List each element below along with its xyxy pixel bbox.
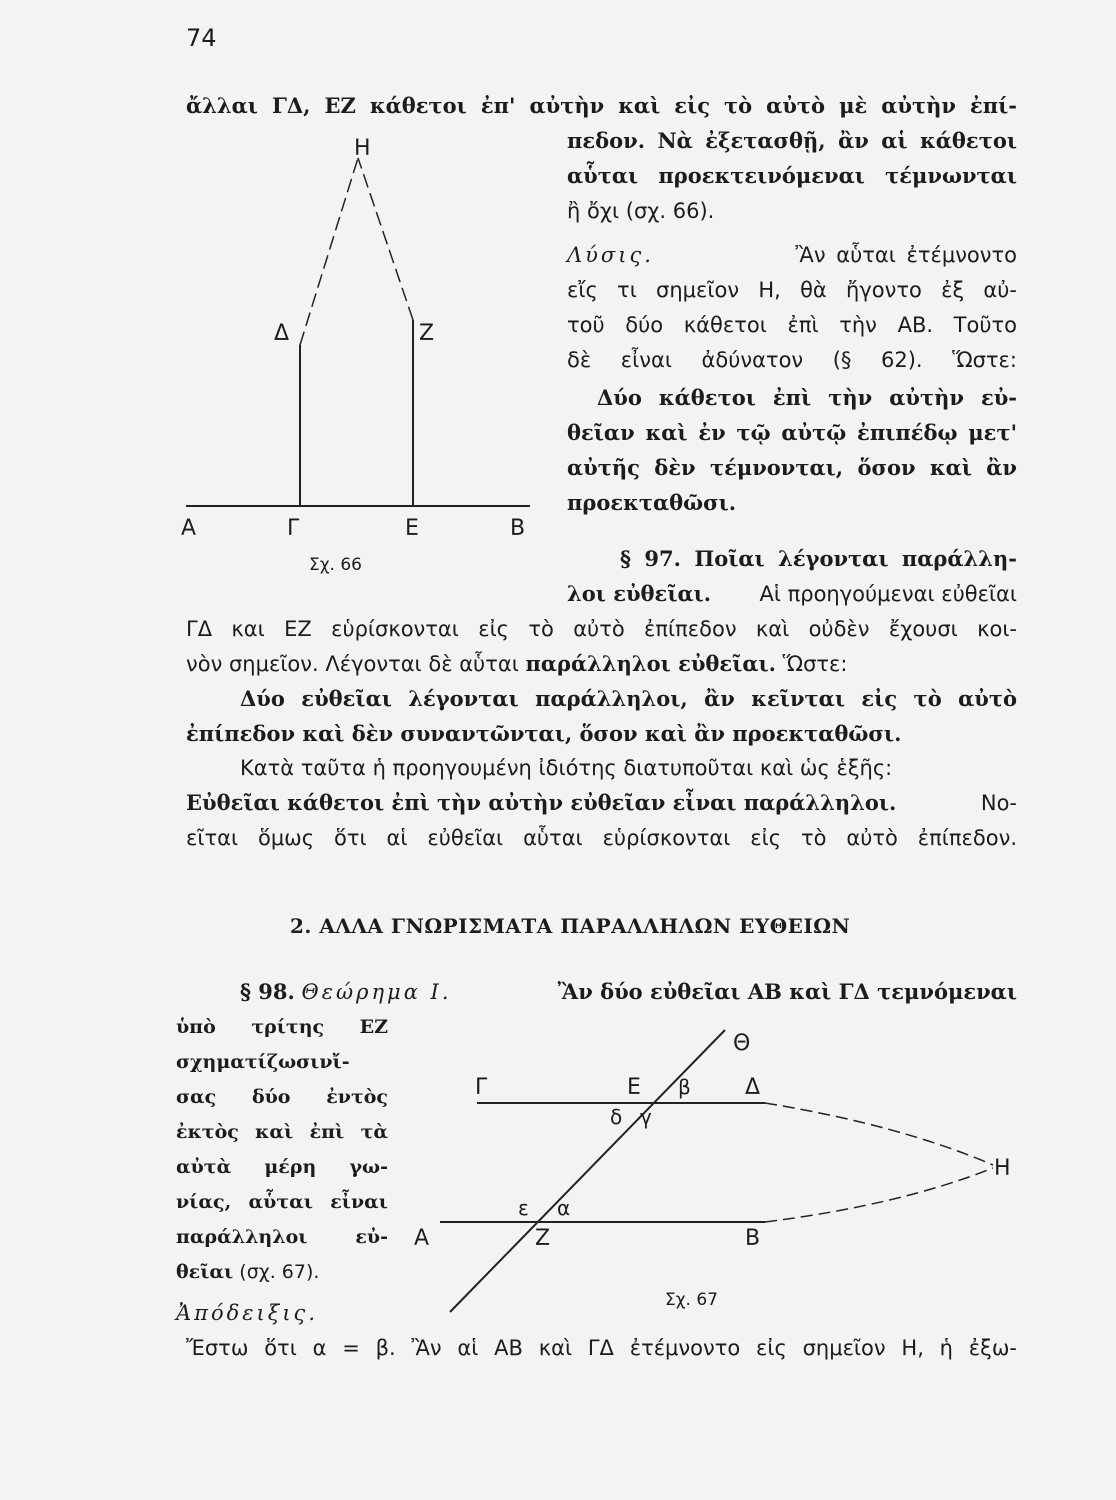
transversal — [450, 1030, 725, 1312]
rule-line: προεκταθῶσι. — [567, 490, 737, 515]
term-bold: παράλληλοι εὐθεῖαι. — [525, 651, 776, 676]
section-heading: 2. ΑΛΛΑ ΓΝΩΡΙΣΜΑΤΑ ΠΑΡΑΛΛΗΛΩΝ ΕΥΘΕΙΩΝ — [290, 914, 851, 938]
label-gamma: Γ — [475, 1075, 488, 1100]
theorem-text: Ἂν δύο εὐθεῖαι ΑΒ καὶ ΓΔ τεμνόμεναι — [557, 979, 1017, 1004]
text-line: τοῦ δύο κάθετοι ἐπὶ τὴν ΑΒ. Τοῦτο — [567, 313, 1017, 337]
label-alpha: Α — [181, 516, 197, 541]
label-delta: Δ — [274, 321, 290, 346]
rule-line: αὐτῆς δὲν τέμνονται, ὅσον καὶ ἂν — [567, 455, 1017, 480]
label-alpha-angle: α — [557, 1196, 571, 1220]
label-epsilon: Ε — [627, 1075, 641, 1100]
text-line: δὲ εἶναι ἀδύνατον (§ 62). Ὥστε: — [567, 348, 1017, 372]
section-98-number: § 98. — [240, 979, 295, 1004]
figure-ref: (σχ. 67). — [239, 1261, 320, 1283]
rule-line: Δύο κάθετοι ἐπὶ τὴν αὐτὴν εὐ- — [597, 385, 1017, 410]
dashed-dh — [765, 1103, 993, 1165]
text-line: Ἔστω ὅτι α = β. Ἂν αἱ ΑΒ καὶ ΓΔ ἐτέμνοντο εἰς σημεῖον Η, ἡ ἐξω- — [186, 1336, 1017, 1360]
dashed-bh — [765, 1168, 993, 1222]
page-number: 74 — [186, 24, 217, 52]
label-theta: Θ — [733, 1031, 751, 1056]
text-line: πεδον. Νὰ ἐξετασθῇ, ἂν αἱ κάθετοι — [567, 128, 1017, 153]
text-line: εἴς τι σημεῖον Η, θὰ ἤγοντο ἐξ αὐ- — [567, 278, 1017, 302]
label-beta: Β — [745, 1226, 761, 1251]
term-bold: θεῖαι — [176, 1261, 234, 1283]
text-line: ἢ ὄχι (σχ. 66). — [567, 199, 715, 223]
section-97-title-end: λοι εὐθεῖαι. — [567, 581, 712, 606]
rule-line: ἐπίπεδον καὶ δὲν συναντῶνται, ὅσον καὶ ἂν προεκταθῶσι. — [186, 721, 902, 746]
section-97-title: § 97. Ποῖαι λέγονται παράλλη- — [620, 546, 1017, 571]
theorem-line: ἐκτὸς καὶ ἐπὶ τὰ — [176, 1121, 388, 1143]
proof-label: Ἀπόδειξις. — [176, 1301, 318, 1325]
theorem-line: παράλληλοι εὐ- — [176, 1226, 388, 1248]
figure-67-lines — [440, 1030, 993, 1312]
label-eta: Η — [354, 136, 371, 161]
lysis-label: Λύσις. — [567, 243, 654, 267]
text-line: αὗται προεκτεινόμεναι τέμνωνται — [567, 163, 1017, 188]
label-epsilon-angle: ε — [518, 1196, 529, 1220]
label-zeta: Ζ — [535, 1226, 551, 1251]
text-fragment: Νο- — [980, 791, 1017, 815]
rule-line: Δύο εὐθεῖαι λέγονται παράλληλοι, ἂν κεῖνται εἰς τὸ αὐτὸ — [240, 686, 1017, 711]
theorem-line: αὐτὰ μέρη γω- — [176, 1156, 388, 1178]
label-epsilon: Ε — [405, 516, 419, 541]
theorem-line: νίας, αὗται εἶναι — [176, 1191, 388, 1213]
text-line: ΓΔ και ΕΖ εὑρίσκονται εἰς τὸ αὐτὸ ἐπίπεδον καὶ οὐδὲν ἔχουσι κοι- — [186, 617, 1017, 641]
label-delta: Δ — [745, 1075, 761, 1100]
figure-67-caption: Σχ. 67 — [665, 1290, 719, 1310]
text-line: εῖται ὅμως ὅτι αἱ εὐθεῖαι αὗται εὑρίσκονται εἰς τὸ αὐτὸ ἐπίπεδον. — [186, 826, 1017, 850]
rule-line: θεῖαν καὶ ἐν τῷ αὐτῷ ἐπιπέδῳ μετ' — [567, 420, 1017, 445]
label-gamma-angle: γ — [640, 1105, 652, 1129]
theorem-line: σχηματίζωσινἴ- — [176, 1051, 350, 1073]
label-delta-angle: δ — [610, 1105, 623, 1129]
label-gamma: Γ — [287, 516, 300, 541]
term-bold: Εὐθεῖαι κάθετοι ἐπὶ τὴν αὐτὴν εὐθεῖαν εἶναι παράλληλοι. — [186, 790, 897, 815]
text-fragment: Αἱ προηγούμεναι εὐθεῖαι — [759, 582, 1017, 606]
label-beta: Β — [510, 516, 526, 541]
label-alpha: Α — [414, 1226, 430, 1251]
lysis-text: Ἂν αὗται ἐτέμνοντο — [795, 243, 1017, 267]
text-fragment: Ὥστε: — [782, 652, 848, 676]
label-zeta: Ζ — [419, 321, 435, 346]
text-fragment: νὸν σημεῖον. Λέγονται δὲ αὗται — [186, 652, 519, 676]
theorem-line: σας δύο ἐντὸς — [176, 1086, 388, 1108]
label-eta: Η — [994, 1156, 1011, 1181]
label-beta-angle: β — [678, 1075, 691, 1099]
theorem-line: ὑπὸ τρίτης ΕΖ — [176, 1016, 388, 1038]
text-line: Κατὰ ταῦτα ἡ προηγουμένη ἰδιότης διατυποῦται καὶ ὡς ἑξῆς: — [240, 756, 893, 780]
figure-66-caption: Σχ. 66 — [309, 555, 363, 575]
text-line: ἄλλαι ΓΔ, ΕΖ κάθετοι ἐπ' αὐτὴν καὶ εἰς τὸ αὐτὸ μὲ αὐτὴν ἐπί- — [186, 93, 1017, 118]
theorem-label: Θεώρημα Ι. — [301, 980, 452, 1004]
